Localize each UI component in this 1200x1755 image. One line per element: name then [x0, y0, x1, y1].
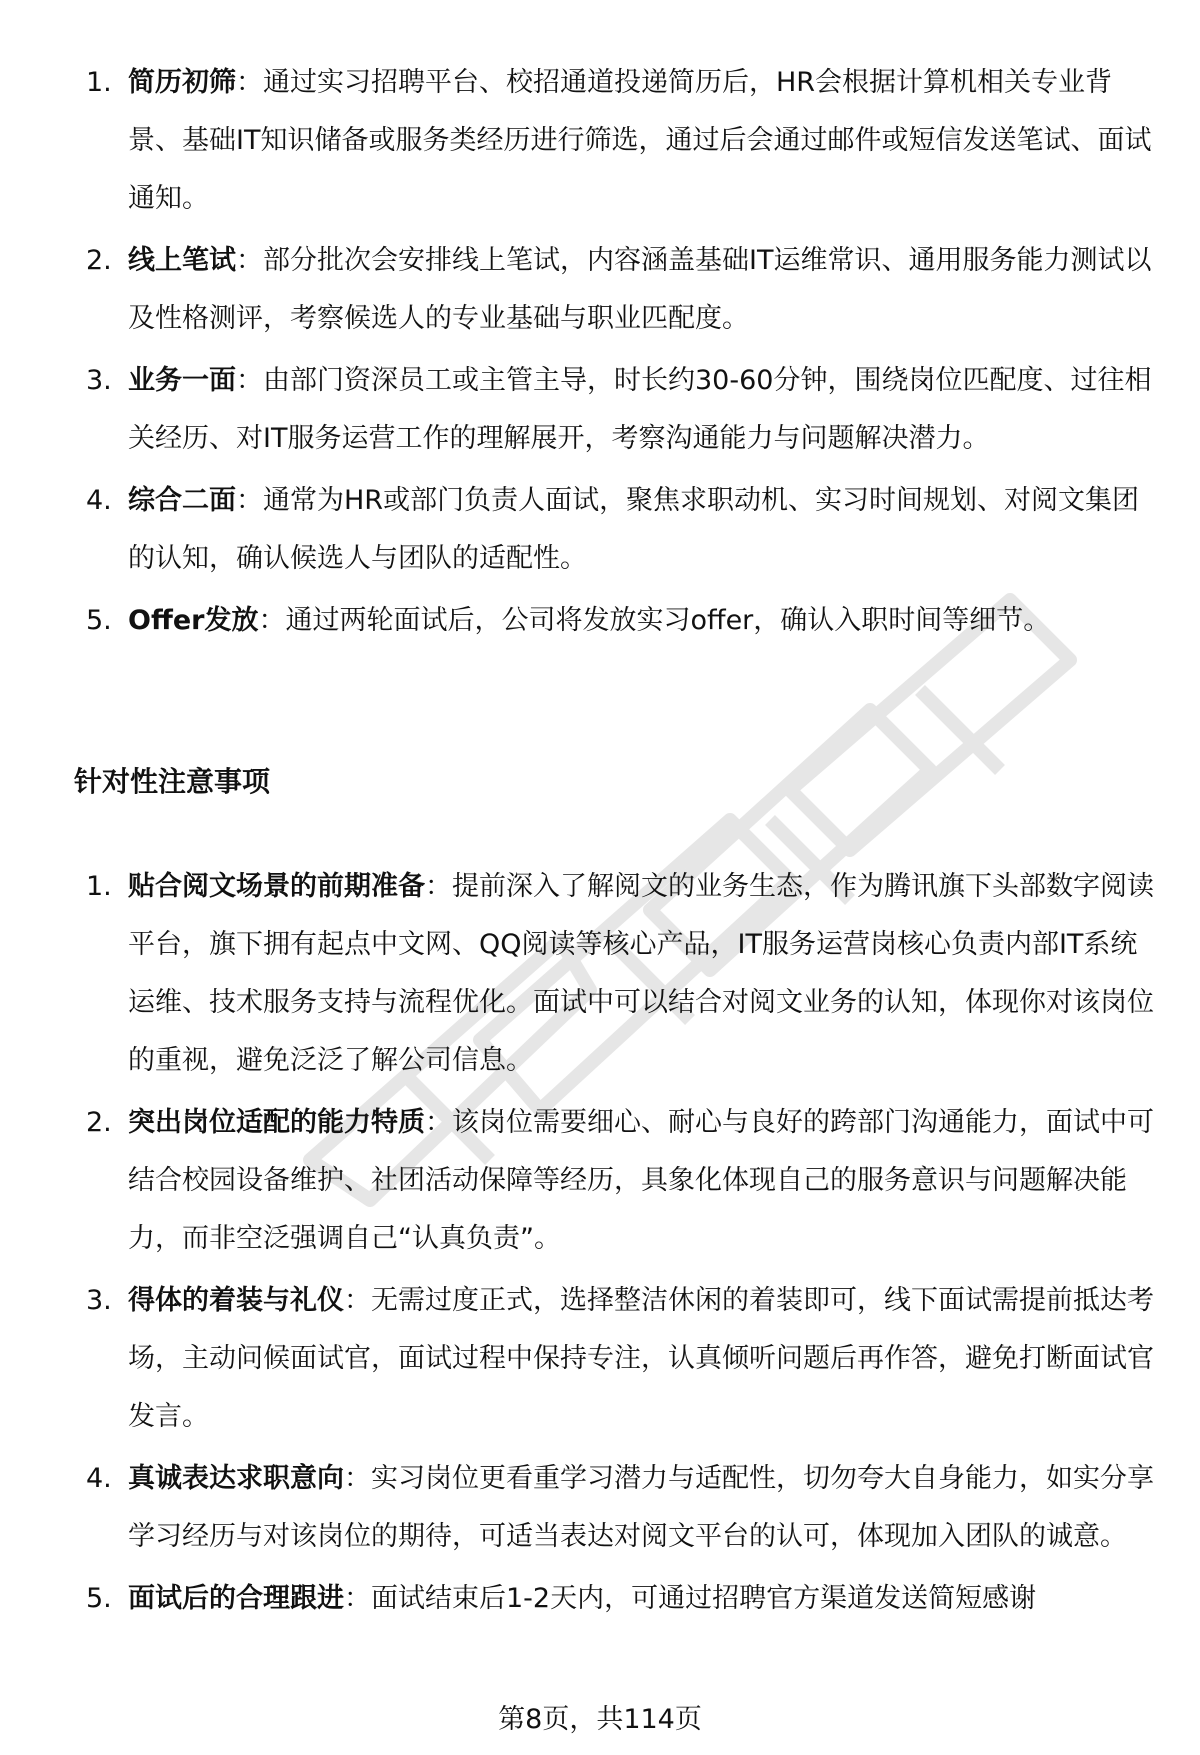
item-text: 部分批次会安排线上笔试，内容涵盖基础IT运维常识、通用服务能力测试以及性格测评，考察候选人的专业基础与职业匹配度。 [128, 245, 1152, 334]
list-item [0, 1272, 1200, 1446]
list-number: 4. [86, 485, 112, 516]
list-item [0, 858, 1200, 1090]
item-text: 由部门资深员工或主管主导，时长约30-60分钟，围绕岗位匹配度、过往相关经历、对IT服务运营工作的理解展开，考察沟通能力与问题解决潜力。 [128, 365, 1152, 454]
item-separator: ： [236, 365, 263, 396]
item-term: 业务一面 [128, 365, 236, 396]
item-text: 通常为HR或部门负责人面试，聚焦求职动机、实习时间规划、对阅文集团的认知，确认候选人与团队的适配性。 [128, 485, 1140, 574]
item-term: 真诚表达求职意向 [128, 1463, 344, 1494]
item-term: 综合二面 [128, 485, 236, 516]
item-term: 突出岗位适配的能力特质 [128, 1107, 425, 1138]
item-term: 得体的着装与礼仪 [128, 1285, 344, 1316]
item-separator: ： [344, 1285, 371, 1316]
list-item [0, 1570, 1200, 1628]
item-separator: ： [236, 245, 263, 276]
list-item [0, 1094, 1200, 1268]
process-list [0, 54, 1200, 654]
list-number: 4. [86, 1463, 112, 1494]
item-term: 简历初筛 [128, 67, 236, 98]
item-separator: ： [425, 871, 452, 902]
item-text: 面试结束后1-2天内，可通过招聘官方渠道发送简短感谢 [371, 1583, 1037, 1614]
list-item [0, 352, 1200, 468]
item-term: 贴合阅文场景的前期准备 [128, 871, 425, 902]
list-number: 5. [86, 605, 112, 636]
list-number: 3. [86, 365, 112, 396]
list-number: 5. [86, 1583, 112, 1614]
item-separator: ： [344, 1583, 371, 1614]
section-heading: 针对性注意事项 [74, 765, 271, 798]
item-term: Offer发放 [128, 605, 259, 636]
list-number: 2. [86, 245, 112, 276]
item-text: 通过两轮面试后，公司将发放实习offer，确认入职时间等细节。 [285, 605, 1051, 636]
item-separator: ： [236, 485, 263, 516]
item-term: 线上笔试 [128, 245, 236, 276]
list-item [0, 472, 1200, 588]
list-number: 3. [86, 1285, 112, 1316]
item-term: 面试后的合理跟进 [128, 1583, 344, 1614]
page-number-footer: 第8页，共114页 [498, 1704, 702, 1735]
item-text: 无需过度正式，选择整洁休闲的着装即可，线下面试需提前抵达考场，主动问候面试官，面试过程中保持专注，认真倾听问题后再作答，避免打断面试官发言。 [128, 1285, 1154, 1432]
list-item [0, 54, 1200, 228]
item-text: 实习岗位更看重学习潜力与适配性，切勿夸大自身能力，如实分享学习经历与对该岗位的期待，可适当表达对阅文平台的认可，体现加入团队的诚意。 [128, 1463, 1154, 1552]
list-number: 2. [86, 1107, 112, 1138]
list-item [0, 232, 1200, 348]
item-text: 该岗位需要细心、耐心与良好的跨部门沟通能力，面试中可结合校园设备维护、社团活动保障等经历，具象化体现自己的服务意识与问题解决能力，而非空泛强调自己“认真负责”。 [128, 1107, 1154, 1254]
list-item [0, 592, 1200, 650]
item-text: 通过实习招聘平台、校招通道投递简历后，HR会根据计算机相关专业背景、基础IT知识储备或服务类经历进行筛选，通过后会通过邮件或短信发送笔试、面试通知。 [128, 67, 1152, 214]
list-item [0, 1450, 1200, 1566]
item-separator: ： [425, 1107, 452, 1138]
item-text: 提前深入了解阅文的业务生态，作为腾讯旗下头部数字阅读平台，旗下拥有起点中文网、QQ阅读等核心产品，IT服务运营岗核心负责内部IT系统运维、技术服务支持与流程优化。面试中可以结合对阅文业务的认知，体现你对该岗位的重视，避免泛泛了解公司信息。 [128, 871, 1154, 1076]
tips-list [0, 858, 1200, 1632]
item-separator: ： [344, 1463, 371, 1494]
list-number: 1. [86, 67, 112, 98]
item-separator: ： [258, 605, 286, 636]
item-separator: ： [236, 67, 263, 98]
list-number: 1. [86, 871, 112, 902]
